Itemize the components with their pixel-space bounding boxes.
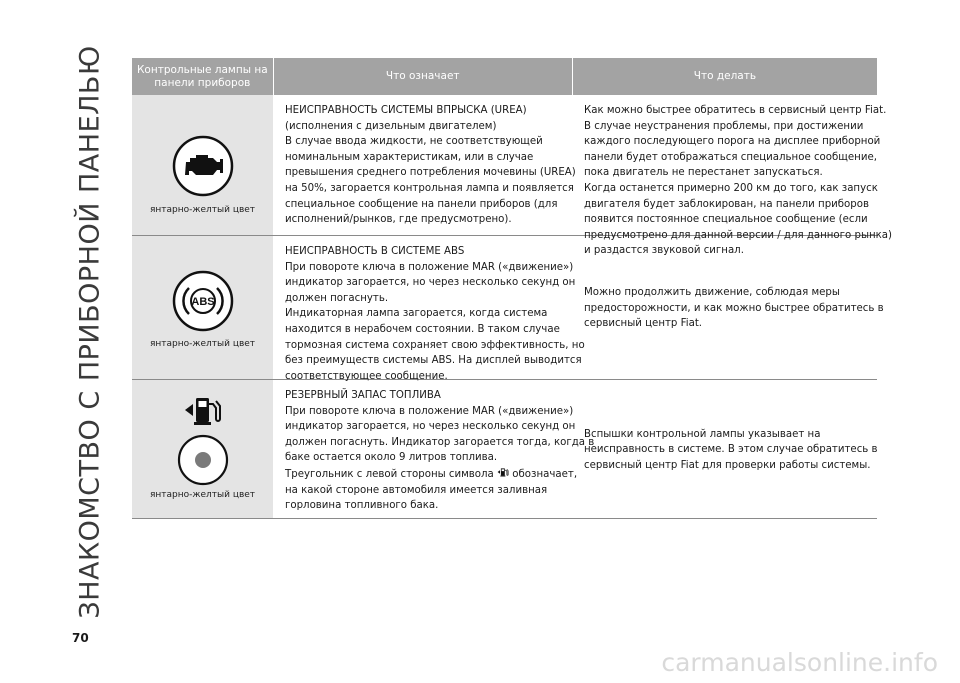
- action-line: Вспышки контрольной лампы указывает на: [584, 428, 821, 440]
- action-line: сервисный центр Fiat.: [584, 318, 703, 330]
- meaning-line: [285, 466, 578, 483]
- action-line: предосторожности, и как можно быстрее обратитесь в: [584, 302, 884, 314]
- meaning-cell: [273, 236, 585, 382]
- action-line: Когда останется примерно 200 км до того, как запуск: [584, 182, 878, 194]
- lamp-cell: [132, 380, 273, 518]
- action-line: появится постоянное специальное сообщение (если: [584, 214, 868, 226]
- section-side-title: [70, 45, 110, 619]
- header-col-lamps: Контрольные лампы на панели приборов: [136, 63, 268, 89]
- meaning-line: специальное сообщение на панели приборов (для: [285, 198, 558, 210]
- svg-text:ABS: ABS: [190, 296, 215, 308]
- fuel-pump-icon: [183, 392, 223, 428]
- meaning-line: исполнений/рынков, где предусмотрено).: [285, 214, 512, 226]
- fuel-pump-inline-icon: [497, 466, 509, 478]
- action-line: Можно продолжить движение, соблюдая меры: [584, 287, 840, 299]
- meaning-text: обозначает,: [512, 468, 578, 480]
- table-header: [132, 58, 877, 95]
- action-line: предусмотрено для данной версии / для данного рынка): [584, 229, 893, 241]
- meaning-line: соответствующее сообщение.: [285, 370, 448, 382]
- lamp-color-caption: янтарно-желтый цвет: [149, 490, 256, 500]
- meaning-line: Индикаторная лампа загорается, когда система: [285, 308, 548, 320]
- meaning-line: без преимуществ системы ABS. На дисплей выводится: [285, 355, 582, 367]
- low-fuel-dot-icon: [177, 434, 229, 486]
- meaning-line: НЕИСПРАВНОСТЬ В СИСТЕМЕ ABS: [285, 246, 465, 257]
- action-line: В случае неустранения проблемы, при достижении: [584, 120, 864, 132]
- table-row: [132, 380, 877, 519]
- action-line: каждого последующего порога на дисплее приборной: [584, 136, 881, 148]
- meaning-line: индикатор загорается, но через несколько секунд он: [285, 277, 576, 289]
- meaning-line: (исполнения с дизельным двигателем): [285, 120, 497, 132]
- meaning-line: В случае ввода жидкости, не соответствующей: [285, 136, 543, 148]
- action-line: пока двигатель не перестанет запускаться.: [584, 167, 823, 179]
- lamp-color-caption: янтарно-желтый цвет: [149, 205, 256, 215]
- meaning-line: на какой стороне автомобиля имеется заливная: [285, 484, 548, 496]
- lamp-cell: [132, 95, 273, 235]
- action-line: двигателя будет заблокирован, на панели приборов: [584, 198, 869, 210]
- meaning-line: горловина топливного бака.: [285, 500, 439, 512]
- meaning-line: находится в нерабочем состоянии. В таком случае: [285, 323, 560, 335]
- page-number: 70: [72, 631, 89, 645]
- action-line: неисправность в системе. В этом случае обратитесь в: [584, 444, 878, 456]
- meaning-line: номинальным характеристикам, или в случае: [285, 151, 534, 163]
- action-line: сервисный центр Fiat для проверки работы системы.: [584, 459, 871, 471]
- action-cell: [572, 236, 884, 379]
- action-line: панели будет отображаться специальное сообщение,: [584, 151, 877, 163]
- meaning-line: РЕЗЕРВНЫЙ ЗАПАС ТОПЛИВА: [285, 390, 441, 401]
- meaning-text: Треугольник с левой стороны символа: [285, 468, 494, 480]
- meaning-line: При повороте ключа в положение MAR («движение»): [285, 405, 574, 417]
- warning-lights-table: [132, 58, 893, 519]
- action-cell: [572, 95, 893, 257]
- meaning-cell: [273, 95, 576, 235]
- meaning-line: При повороте ключа в положение MAR («движение»): [285, 261, 574, 273]
- abs-icon: [172, 270, 234, 332]
- meaning-line: превышения среднего потребления мочевины (UREA): [285, 167, 576, 179]
- lamp-color-caption: янтарно-желтый цвет: [149, 339, 256, 349]
- meaning-line: баке остается около 9 литров топлива.: [285, 452, 498, 464]
- meaning-line: индикатор загорается, но через несколько секунд он: [285, 421, 576, 433]
- meaning-line: на 50%, загорается контрольная лампа и появляется: [285, 182, 574, 194]
- meaning-line: НЕИСПРАВНОСТЬ СИСТЕМЫ ВПРЫСКА (UREA): [285, 105, 527, 116]
- meaning-line: должен погаснуть.: [285, 292, 389, 304]
- table-row: [132, 236, 884, 382]
- section-side-title-text: ЗНАКОМСТВО С ПРИБОРНОЙ ПАНЕЛЬЮ: [74, 45, 106, 619]
- meaning-line: тормозная система сохраняет свою эффективность, но: [285, 339, 585, 351]
- watermark: carmanualsonline.info: [661, 648, 938, 677]
- meaning-cell: [273, 380, 595, 518]
- engine-check-icon: [172, 135, 234, 197]
- action-cell: [572, 380, 877, 518]
- header-col-action: Что делать: [572, 58, 877, 95]
- action-line: Как можно быстрее обратитесь в сервисный центр Fiat.: [584, 105, 887, 116]
- lamp-cell: [132, 236, 273, 379]
- meaning-line: должен погаснуть. Индикатор загорается тогда, когда в: [285, 436, 595, 448]
- header-col-meaning: Что означает: [273, 58, 572, 95]
- action-line: и раздастся звуковой сигнал.: [584, 245, 744, 257]
